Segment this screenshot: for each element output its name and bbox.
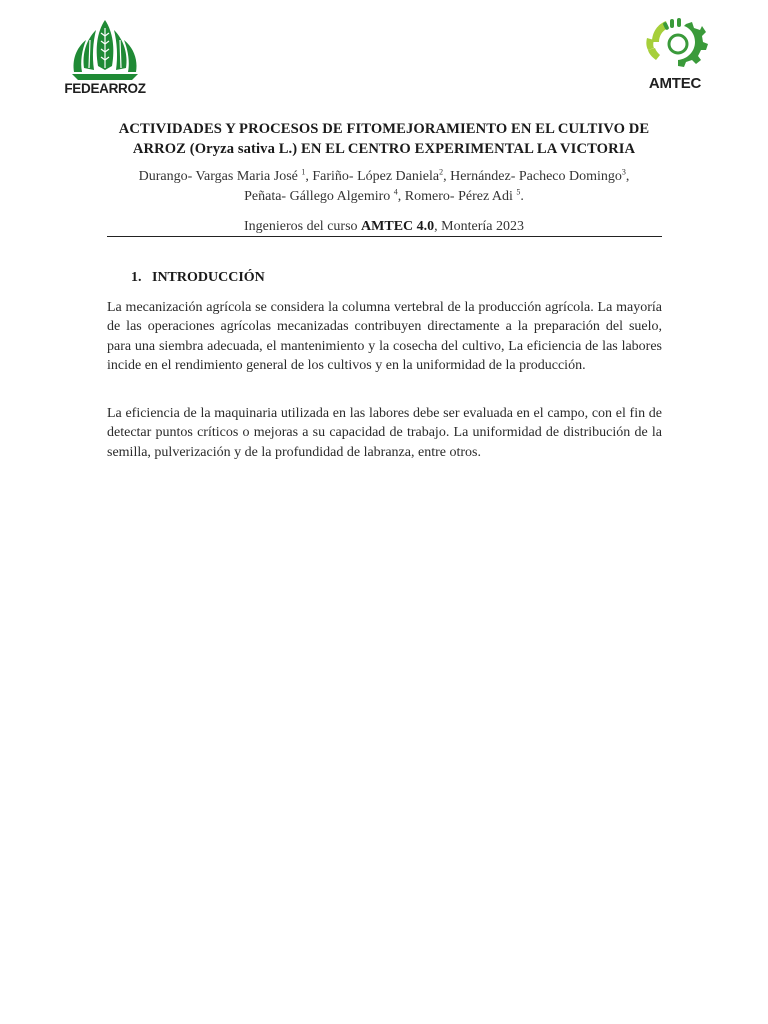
species-name: Oryza sativa (194, 141, 275, 157)
course-line (104, 217, 664, 237)
authors-line-1 (104, 167, 664, 187)
author-name: Hernández- Pacheco Domingo (450, 169, 622, 184)
section-heading (131, 268, 265, 288)
title-line-2 (104, 139, 664, 159)
author-name: Romero- Pérez Adi (404, 189, 517, 204)
amtec-logo (640, 16, 710, 96)
section-number: 1. (131, 270, 142, 285)
author-name: Fariño- López Daniela (312, 169, 440, 184)
author-separator: , (305, 169, 313, 184)
course-name: AMTEC 4.0 (361, 219, 435, 234)
rice-plant-logo-icon (62, 18, 148, 80)
author-affiliation: 1 (301, 167, 306, 177)
author-affiliation: 5 (516, 187, 521, 197)
document-title (104, 119, 664, 159)
author-separator: , (397, 189, 405, 204)
gear-leaves-logo-icon (640, 16, 710, 74)
author-list (104, 167, 664, 207)
body-paragraph-1: La mecanización agrícola se considera la columna vertebral de la producción agrícola. La mayoría de las operaciones agrícolas mecanizadas contribuyen directamente a la preparación del suelo, para una siembra adecuada, el mantenimiento y la cosecha del cultivo, La eficiencia de las labores incide en el rendimiento general de los cultivos y en la uniformidad de la producción. (107, 300, 662, 374)
author-separator: . (520, 189, 524, 204)
title-suffix: L.) EN EL CENTRO EXPERIMENTAL LA VICTORIA (274, 141, 636, 157)
title-line-1: ACTIVIDADES Y PROCESOS DE FITOMEJORAMIENTO EN EL CULTIVO DE (118, 121, 650, 137)
course-prefix: Ingenieros del curso (244, 219, 362, 234)
fedearroz-wordmark: FEDEARROZ (64, 81, 146, 96)
author-affiliation: 4 (393, 187, 398, 197)
fedearroz-logo (62, 18, 148, 98)
section-title: INTRODUCCIÓN (152, 270, 265, 285)
amtec-wordmark: AMTEC (648, 75, 702, 92)
body-paragraph-2: La eficiencia de la maquinaria utilizada en las labores debe ser evaluada en el campo, con el fin de detectar puntos críticos o mejoras a su capacidad de trabajo. La uniformidad de distribución de la semilla, pulverización y de la profundidad de labranza, entre otros. (107, 406, 662, 460)
author-separator: , (443, 169, 451, 184)
authors-line-2 (104, 187, 664, 207)
header-divider (107, 236, 662, 237)
author-separator: , (625, 169, 630, 184)
author-name: Durango- Vargas Maria José (138, 169, 302, 184)
author-name: Peñata- Gállego Algemiro (244, 189, 394, 204)
course-suffix: , Montería 2023 (434, 219, 524, 234)
title-prefix: ARROZ ( (132, 141, 195, 157)
author-affiliation: 2 (439, 167, 444, 177)
author-affiliation: 3 (621, 167, 626, 177)
